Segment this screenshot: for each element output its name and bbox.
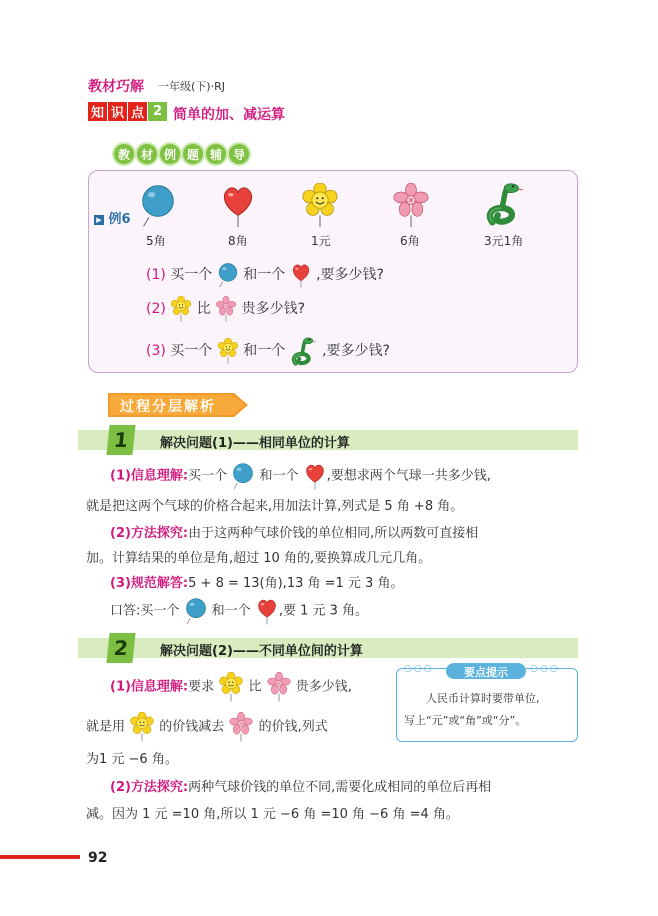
question-1	[146, 262, 384, 288]
question-3	[146, 336, 390, 366]
s1-answer-label: (3)规范解答:	[110, 576, 189, 591]
s1-answer-line	[110, 572, 403, 591]
q2-text-b: 贵多少钱?	[241, 301, 306, 317]
banner-char-6: 导	[229, 144, 249, 164]
pink-flower-balloon-icon	[266, 672, 292, 702]
page-number: 92	[88, 850, 108, 866]
s1-oral-line	[110, 597, 368, 625]
s1-method-line2: 加。计算结果的单位是角,超过 10 角的,要换算成几元几角。	[86, 551, 432, 566]
banner-char-5: 辅	[206, 144, 226, 164]
s2-method-line	[110, 776, 491, 795]
q3-text-c: ,要多少钱?	[322, 343, 390, 359]
s1-method-line	[110, 522, 478, 541]
tip-dots-left-icon: ○○○	[404, 664, 434, 674]
s1-info-line2: 就是把这两个气球的价格合起来,用加法计算,列式是 5 角 +8 角。	[86, 499, 464, 514]
example-label	[94, 208, 131, 227]
s2-method-line2: 减。因为 1 元 =10 角,所以 1 元 −6 角 =10 角 −6 角 =4 角。	[86, 807, 459, 822]
blue-balloon-icon	[231, 462, 255, 490]
s2-info-label: (1)信息理解:	[110, 679, 189, 695]
s2-method-label: (2)方法探究:	[110, 780, 189, 795]
q2-number: (2)	[146, 301, 166, 317]
tip-dots-right-icon: ○○○	[530, 664, 560, 674]
smiley-flower-balloon-icon	[217, 338, 239, 364]
play-icon: ▶	[94, 215, 104, 225]
s2-info-line3: 为1 元 −6 角。	[86, 752, 178, 767]
q1-text-b: 和一个	[243, 267, 286, 283]
q1-text-c: ,要多少钱?	[316, 267, 384, 283]
tip-title: 要点提示	[464, 666, 508, 679]
smiley-flower-balloon-icon	[170, 296, 192, 322]
s1-oral-b: 和一个	[211, 603, 251, 619]
s1-method-text: 由于这两种气球价钱的单位相同,所以两数可直接相	[188, 526, 479, 541]
price-snake: 3元1角	[484, 234, 524, 248]
s1-info-line	[110, 462, 491, 490]
price-smiley: 1元	[311, 234, 331, 248]
section-1-title: 解决问题(1)——相同单位的计算	[160, 436, 350, 451]
footer-red-bar	[0, 855, 80, 859]
s2-info-line2	[86, 712, 328, 742]
heart-balloon-icon	[220, 183, 256, 228]
heart-balloon-icon	[303, 462, 327, 490]
s1-info-a: 买一个	[188, 468, 228, 484]
s2-info-a: 要求	[188, 679, 215, 695]
s1-answer-text: 5 + 8 = 13(角),13 角 =1 元 3 角。	[188, 576, 404, 591]
question-2	[146, 296, 305, 322]
knowledge-point-title: 简单的加、减运算	[173, 107, 285, 123]
s2-info-l2a: 就是用	[86, 719, 126, 735]
banner-char-4: 题	[183, 144, 203, 164]
heart-balloon-icon	[255, 597, 279, 625]
kp-number: 2	[148, 102, 167, 121]
section-2-number: 2	[106, 633, 135, 663]
snake-balloon-icon	[290, 336, 318, 366]
kp-char-3: 点	[128, 102, 147, 121]
price-heart: 8角	[228, 234, 248, 248]
process-banner-text: 过程分层解析	[120, 399, 216, 415]
smiley-flower-balloon-icon	[218, 672, 244, 702]
kp-char-2: 识	[108, 102, 127, 121]
blue-balloon-icon	[217, 262, 239, 288]
q3-text-b: 和一个	[243, 343, 286, 359]
s2-info-line	[110, 672, 352, 702]
smiley-flower-balloon-icon	[302, 183, 338, 228]
s1-oral-a: 口答:买一个	[110, 603, 180, 619]
section-1-number: 1	[106, 425, 135, 455]
banner-char-1: 教	[114, 144, 134, 164]
q3-text-a: 买一个	[170, 343, 213, 359]
example-label-text: 例6	[108, 212, 131, 227]
s1-method-label: (2)方法探究:	[110, 526, 189, 541]
q1-text-a: 买一个	[170, 267, 213, 283]
s1-info-b: 和一个	[259, 468, 299, 484]
s1-oral-c: ,要 1 元 3 角。	[278, 603, 369, 619]
pink-flower-balloon-icon	[228, 712, 254, 742]
grade-label: 一年级(下)·RJ	[158, 80, 225, 93]
kp-char-1: 知	[88, 102, 107, 121]
heart-balloon-icon	[290, 262, 312, 288]
blue-balloon-icon	[140, 183, 176, 228]
s2-info-c: 贵多少钱,	[295, 679, 352, 695]
s2-info-l2b: 的价钱减去	[159, 719, 225, 735]
tip-line-2: 写上“元”或“角”或“分”。	[404, 714, 527, 727]
q2-text-a: 比	[196, 301, 211, 317]
s2-method-text: 两种气球价钱的单位不同,需要化成相同的单位后再相	[188, 780, 492, 795]
pink-flower-balloon-icon	[215, 296, 237, 322]
pink-flower-balloon-icon	[393, 183, 429, 228]
s1-info-c: ,要想求两个气球一共多少钱,	[326, 468, 491, 484]
price-pink: 6角	[400, 234, 420, 248]
s2-info-l2c: 的价钱,列式	[258, 719, 328, 735]
snake-balloon-icon	[485, 181, 525, 226]
banner-char-2: 材	[137, 144, 157, 164]
s1-info-label: (1)信息理解:	[110, 468, 189, 484]
banner-char-3: 例	[160, 144, 180, 164]
price-blue: 5角	[146, 234, 166, 248]
q3-number: (3)	[146, 343, 166, 359]
section-2-title: 解决问题(2)——不同单位间的计算	[160, 644, 363, 659]
tip-line-1: 人民币计算时要带单位,	[426, 692, 540, 705]
blue-balloon-icon	[184, 597, 208, 625]
q1-number: (1)	[146, 267, 166, 283]
s2-info-b: 比	[248, 679, 262, 695]
smiley-flower-balloon-icon	[129, 712, 155, 742]
book-title: 教材巧解	[88, 79, 144, 95]
